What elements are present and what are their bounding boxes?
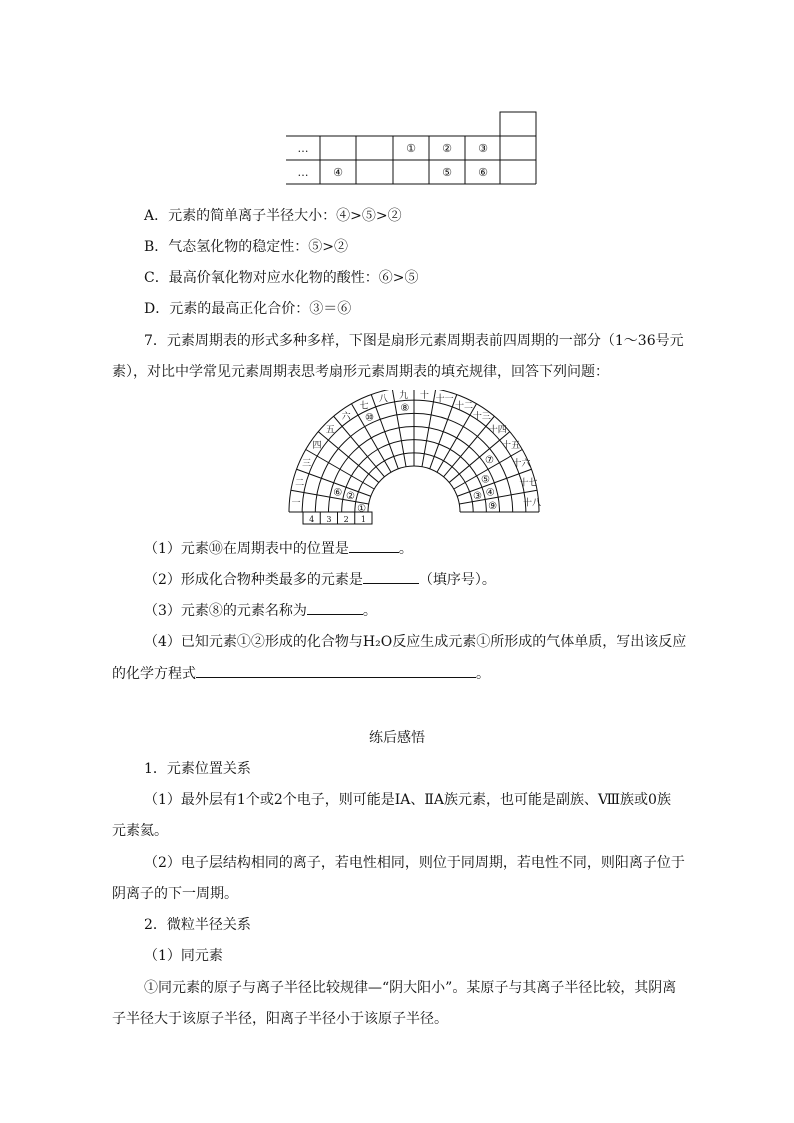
period-label: 2 xyxy=(343,515,349,524)
summary-paragraph: ①同元素的原子与离子半径比较规律—“阴大阳小”。某原子与其离子半径比较，其阴离 xyxy=(144,980,677,996)
period-label: 4 xyxy=(309,515,315,524)
summary-subheading: （1）同元素 xyxy=(144,948,223,964)
element-marker: ③ xyxy=(473,490,482,502)
element-marker: ⑧ xyxy=(400,403,410,415)
option-c: C．最高价氧化物对应水化物的酸性：⑥>⑤ xyxy=(144,270,419,286)
element-marker: ⑨ xyxy=(488,501,498,513)
fan-group-label: 四 xyxy=(312,441,322,452)
summary-paragraph: 子半径大于该原子半径，阳离子半径小于该原子半径。 xyxy=(112,1011,448,1027)
fan-group-label: 二 xyxy=(295,478,305,489)
periodic-table-fragment xyxy=(0,0,794,200)
sub-question-4-line-1: （4）已知元素①②形成的化合物与H₂O反应生成元素①所形成的气体单质，写出该反应 xyxy=(144,634,687,650)
table-cell: … xyxy=(297,142,309,155)
fan-group-label: 十五 xyxy=(501,441,521,452)
period-label: 1 xyxy=(360,515,366,524)
answer-blank[interactable] xyxy=(363,569,419,584)
table-cell: ③ xyxy=(478,142,488,155)
table-cell: ① xyxy=(406,142,416,155)
element-marker: ① xyxy=(357,503,367,515)
period-label: 3 xyxy=(326,515,332,524)
table-cell: ⑥ xyxy=(478,166,488,179)
summary-paragraph: （1）最外层有1个或2个电子，则可能是ⅠA、ⅡA族元素，也可能是副族、Ⅷ族或0族 xyxy=(144,792,671,808)
fan-group-label: 十六 xyxy=(512,458,531,469)
element-marker: ⑦ xyxy=(484,455,494,467)
summary-paragraph: （2）电子层结构相同的离子，若电性相同，则位于同周期，若电性不同，则阳离子位于 xyxy=(144,855,685,871)
fan-divider xyxy=(371,395,398,469)
fan-group-label: 十 xyxy=(419,391,429,402)
summary-paragraph: 阴离子的下一周期。 xyxy=(112,886,238,902)
fan-group-label: 七 xyxy=(359,401,369,412)
fan-group-label: 十三 xyxy=(472,411,491,422)
fan-group-label: 十八 xyxy=(522,498,541,509)
element-marker: ⑤ xyxy=(481,474,491,486)
sub-question-2: （2）形成化合物种类最多的元素是 （填序号）。 xyxy=(144,569,496,590)
question-7-line-1: 7．元素周期表的形式多种多样，下图是扇形元素周期表前四周期的一部分（1～36号元 xyxy=(144,333,684,349)
fan-group-label: 一 xyxy=(291,498,301,509)
fan-group-label: 十二 xyxy=(455,401,474,412)
element-marker: ⑩ xyxy=(365,412,375,424)
table-cell: ② xyxy=(442,142,452,155)
answer-blank[interactable] xyxy=(196,663,476,678)
element-marker: ⑥ xyxy=(333,487,343,499)
fan-divider xyxy=(430,395,457,469)
table-cell: ⑤ xyxy=(442,166,452,179)
fan-group-label: 六 xyxy=(341,411,351,422)
table-cell: … xyxy=(297,166,309,179)
option-b: B．气态氢化物的稳定性：⑤>② xyxy=(144,239,349,255)
fan-group-label: 十四 xyxy=(488,425,507,436)
element-marker: ② xyxy=(346,490,355,502)
sub-question-1: （1）元素⑩在周期表中的位置是 。 xyxy=(144,538,413,559)
section-title: 练后感悟 xyxy=(369,730,425,746)
fan-group-label: 九 xyxy=(399,391,409,402)
fan-group-label: 十七 xyxy=(519,478,538,489)
fan-group-label: 三 xyxy=(302,458,312,469)
element-marker: ④ xyxy=(485,487,495,499)
fan-group-label: 五 xyxy=(325,425,335,436)
option-a: A．元素的简单离子半径大小：④>⑤>② xyxy=(144,208,402,224)
summary-paragraph: 元素氦。 xyxy=(112,823,168,839)
summary-heading-1: 1．元素位置关系 xyxy=(144,761,251,777)
summary-heading-2: 2．微粒半径关系 xyxy=(144,917,251,933)
answer-blank[interactable] xyxy=(307,600,363,615)
sub-question-4-line-2: 的化学方程式 。 xyxy=(112,663,490,684)
fan-group-label: 十一 xyxy=(435,394,454,405)
fan-divider xyxy=(306,450,374,490)
fan-divider xyxy=(437,404,477,472)
question-7-line-2: 素），对比中学常见元素周期表思考扇形元素周期表的填充规律，回答下列问题： xyxy=(112,364,609,380)
answer-blank[interactable] xyxy=(349,538,399,553)
table-cell: ④ xyxy=(333,166,343,179)
sub-question-3: （3）元素⑧的元素名称为 。 xyxy=(144,600,377,621)
option-d: D．元素的最高正化合价：③＝⑥ xyxy=(144,301,352,317)
fan-group-label: 八 xyxy=(378,394,388,405)
fan-periodic-table xyxy=(0,390,794,530)
